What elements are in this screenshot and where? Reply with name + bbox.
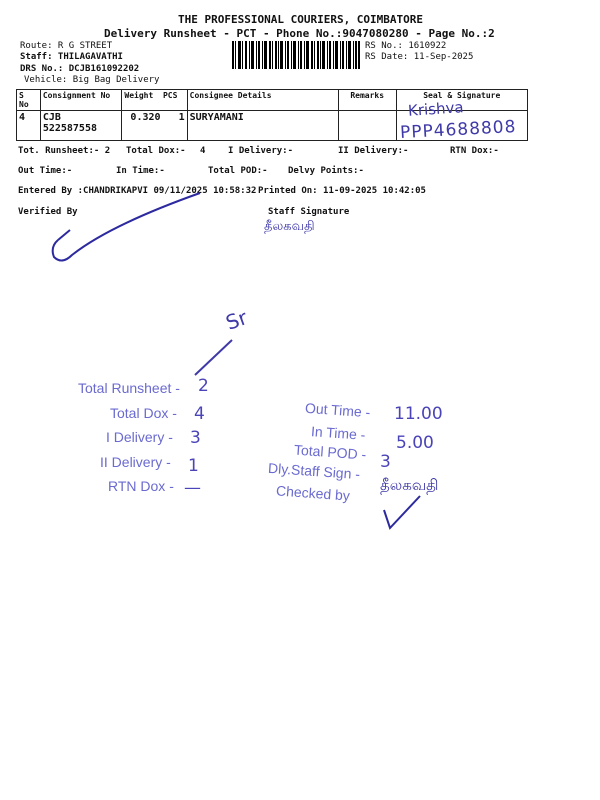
row-consignment: CJB 522587558 (40, 111, 122, 141)
stamp-total-pod-label: Total POD - (293, 441, 367, 463)
runsheet-subtitle: Delivery Runsheet - PCT - Phone No.:9047080280 - Page No.:2 (104, 27, 495, 40)
stamp-out-time-label: Out Time - (304, 399, 371, 421)
handwritten-receiver-code: PPP4688808 (399, 116, 517, 144)
row-weight-pcs: 0.320 1 (122, 111, 187, 141)
stamp-total-dox-label: Total Dox - (110, 405, 177, 421)
printed-on: Printed On: 11-09-2025 10:42:05 (258, 186, 426, 196)
stamp-rtn-dox-label: RTN Dox - (108, 478, 174, 494)
col-consignee: Consignee Details (187, 90, 338, 111)
checked-by-mark (376, 490, 426, 535)
rs-date: RS Date: 11-Sep-2025 (365, 52, 474, 62)
stamp-rtn-dox-value: — (184, 478, 201, 498)
staff-signature-label: Staff Signature (268, 207, 350, 217)
ii-delivery: II Delivery:- (338, 146, 409, 156)
verified-check-mark (40, 185, 210, 270)
total-pod: Total POD:- (208, 166, 268, 176)
handwritten-receiver-name: Krishva (407, 98, 465, 120)
col-remarks: Remarks (338, 90, 396, 111)
i-delivery: I Delivery:- (228, 146, 294, 156)
tot-runsheet: Tot. Runsheet:- 2 (18, 146, 111, 156)
delvy-points: Delvy Points:- (288, 166, 364, 176)
in-time: In Time:- (116, 166, 165, 176)
route: Route: R G STREET (20, 41, 113, 51)
row-sno: 4 (17, 111, 41, 141)
col-consignment: Consignment No (40, 90, 122, 111)
staff-name: Staff: THILAGAVATHI (20, 52, 123, 62)
row-remarks (338, 111, 396, 141)
vehicle: Vehicle: Big Bag Delivery (24, 75, 160, 85)
total-dox-value: 4 (200, 146, 206, 156)
stamp-ii-delivery-value: 1 (188, 456, 199, 476)
stamp-total-pod-value: 3 (380, 452, 391, 472)
stamp-total-dox-value: 4 (194, 404, 205, 424)
company-title: THE PROFESSIONAL COURIERS, COIMBATORE (178, 13, 424, 26)
staff-signature-handwritten: தீலகவதி (264, 219, 315, 234)
verified-by-label: Verified By (18, 207, 78, 217)
col-sno: S No (17, 90, 41, 111)
stamp-staff-sign-value: தீலகவதி (380, 476, 439, 494)
stamp-in-time-value: 5.00 (396, 433, 434, 453)
col-seal: Seal & Signature (396, 90, 527, 111)
rs-number: RS No.: 1610922 (365, 41, 447, 51)
stamp-ii-delivery-label: II Delivery - (100, 454, 171, 470)
out-time: Out Time:- (18, 166, 73, 176)
total-dox: Total Dox:- (126, 146, 186, 156)
stamp-i-delivery-label: I Delivery - (106, 429, 173, 445)
stamp-staff-sign-label: Dly.Staff Sign - (267, 459, 361, 483)
stamp-checked-by-label: Checked by (275, 482, 351, 504)
stamp-i-delivery-value: 3 (190, 428, 201, 448)
drs-number: DRS No.: DCJB161092202 (20, 64, 140, 74)
col-weight-pcs: Weight PCS (122, 90, 187, 111)
rtn-dox: RTN Dox:- (450, 146, 499, 156)
stamp-total-runsheet-value: 2 (198, 376, 209, 396)
row-consignee: SURYAMANI (187, 111, 338, 141)
barcode (232, 41, 360, 69)
stamp-total-runsheet-label: Total Runsheet - (78, 380, 180, 396)
stamp-in-time-label: In Time - (310, 423, 366, 443)
stamp-out-time-value: 11.00 (394, 404, 443, 424)
entered-by: Entered By :CHANDRIKAPVI 09/11/2025 10:58:32 (18, 186, 257, 196)
handwritten-initials: Sr (222, 305, 251, 335)
